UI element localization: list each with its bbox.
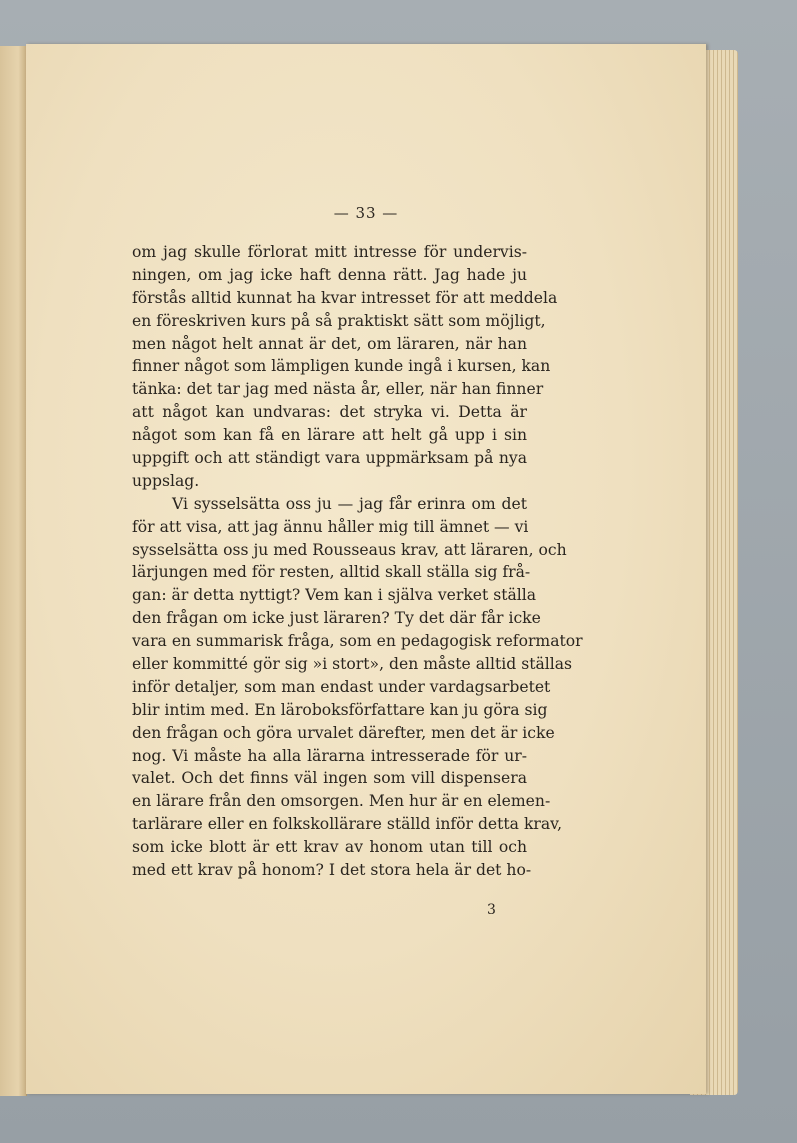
text-line: för att visa, att jag ännu håller mig till ämnet — vi xyxy=(132,517,529,536)
text-line: om jag skulle förlorat mitt intresse för undervis- xyxy=(132,243,527,261)
left-page-edge xyxy=(0,46,27,1096)
page-number: — 33 — xyxy=(333,204,399,222)
text-line: den frågan om icke just läraren? Ty det där får icke xyxy=(132,609,541,628)
text-line: ningen, om jag icke haft denna rätt. Jag hade ju xyxy=(132,265,527,284)
book-page xyxy=(26,44,706,1094)
text-line: tarlärare eller en folkskollärare ställd inför detta krav, xyxy=(132,815,563,834)
text-line: uppslag. xyxy=(132,471,200,490)
text-line: som icke blott är ett krav av honom utan till och xyxy=(132,838,527,857)
text-line: gan: är detta nyttigt? Vem kan i själva verket ställa xyxy=(132,586,537,605)
text-line: uppgift och att ständigt vara uppmärksam på nya xyxy=(132,449,527,468)
text-line: eller kommitté gör sig »i stort», den måste alltid ställas xyxy=(132,655,573,674)
body-text xyxy=(132,241,583,882)
text-line: vara en summarisk fråga, som en pedagogisk reformator xyxy=(132,632,583,651)
text-line: en föreskriven kurs på så praktiskt sätt som möjligt, xyxy=(132,311,546,330)
text-line: nog. Vi måste ha alla lärarna intresserade för ur- xyxy=(132,746,527,765)
text-line: valet. Och det finns väl ingen som vill dispensera xyxy=(132,769,527,788)
text-line: tänka: det tar jag med nästa år, eller, när han finner xyxy=(132,380,544,399)
text-line: men något helt annat är det, om läraren, när han xyxy=(132,334,527,353)
text-line: att något kan undvaras: det stryka vi. Detta är xyxy=(132,403,527,422)
text-line: sysselsätta oss ju med Rousseaus krav, att läraren, och xyxy=(132,540,567,559)
text-line: blir intim med. En läroboksförfattare kan ju göra sig xyxy=(132,700,548,719)
text-line: Vi sysselsätta oss ju — jag får erinra om det xyxy=(172,494,527,513)
text-line: den frågan och göra urvalet därefter, men det är icke xyxy=(132,723,555,742)
text-line: förstås alltid kunnat ha kvar intresset för att meddela xyxy=(132,288,558,307)
signature-mark: 3 xyxy=(487,902,496,918)
text-line: finner något som lämpligen kunde ingå i kursen, kan xyxy=(132,357,551,376)
text-line: något som kan få en lärare att helt gå upp i sin xyxy=(132,426,527,445)
text-line: med ett krav på honom? I det stora hela är det ho- xyxy=(132,861,532,880)
text-line: inför detaljer, som man endast under vardagsarbetet xyxy=(132,677,551,696)
text-line: en lärare från den omsorgen. Men hur är en elemen- xyxy=(132,792,551,811)
text-line: lärjungen med för resten, alltid skall ställa sig frå- xyxy=(132,563,531,582)
